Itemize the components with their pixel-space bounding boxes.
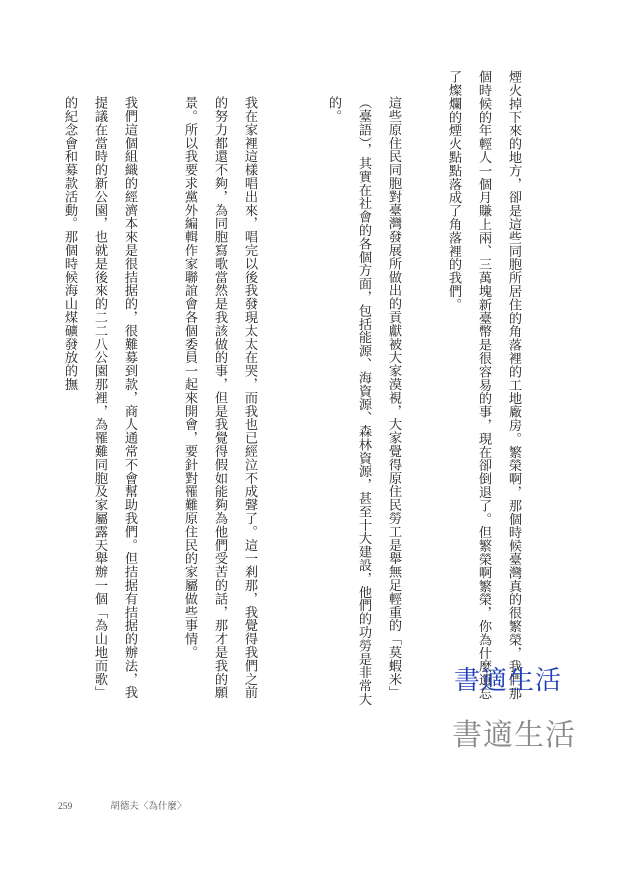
- page-number: 259: [58, 802, 73, 812]
- watermark-primary: 書適生活: [454, 666, 563, 696]
- paragraph-1: 煙火掉下來的地方，卻是這些同胞所居住的角落裡的工地廠房。繁榮啊，那個時候臺灣真的很繁榮，我們那個時候的年輕人一個月賺上兩、三萬塊新臺幣是很容易的事，現在卻倒退了。但繁榮啊繁榮，你為什麼遺忘了燦爛的煙火點點落成了角落裡的我們。: [446, 70, 521, 700]
- watermark-secondary: 書適生活: [452, 718, 576, 753]
- paragraph-2: 這些原住民同胞對臺灣發展所做出的貢獻被大家漠視，大家覺得原住民勞工是舉無足輕重的「莫蝦米」（臺語），其實在社會的各個方面，包括能源、海資源、森林資源，甚至十大建設，他們的功勞是非常大的。: [326, 96, 401, 707]
- paragraph-4: 我們這個組織的經濟本來是很拮据的，很難募到款，商人通常不會幫助我們。但拮据有拮据的辦法，我提議在當時的新公園，也就是後來的二二八公園那裡，為罹難同胞及家屬露天舉辦一個「為山地而歌」的紀念會和募款活動。那個時候海山煤礦發放的撫: [62, 96, 137, 700]
- body-text: [58, 70, 558, 710]
- page-footer: [58, 798, 186, 812]
- running-title: 胡德夫〈為什麼〉: [110, 802, 187, 812]
- paragraph-3: 我在家裡這樣唱出來，唱完以後我發現太太在哭，而我也已經泣不成聲了。這一剎那，我覺得我們之前的努力都還不夠，為同胞寫歌當然是我該做的事，但是我覺得假如能夠為他們受苦的話，那才是我的願景。所以我要求黨外編輯作家聯誼會各個委員一起來開會，要針對罹難原住民的家屬做些事情。: [182, 96, 257, 700]
